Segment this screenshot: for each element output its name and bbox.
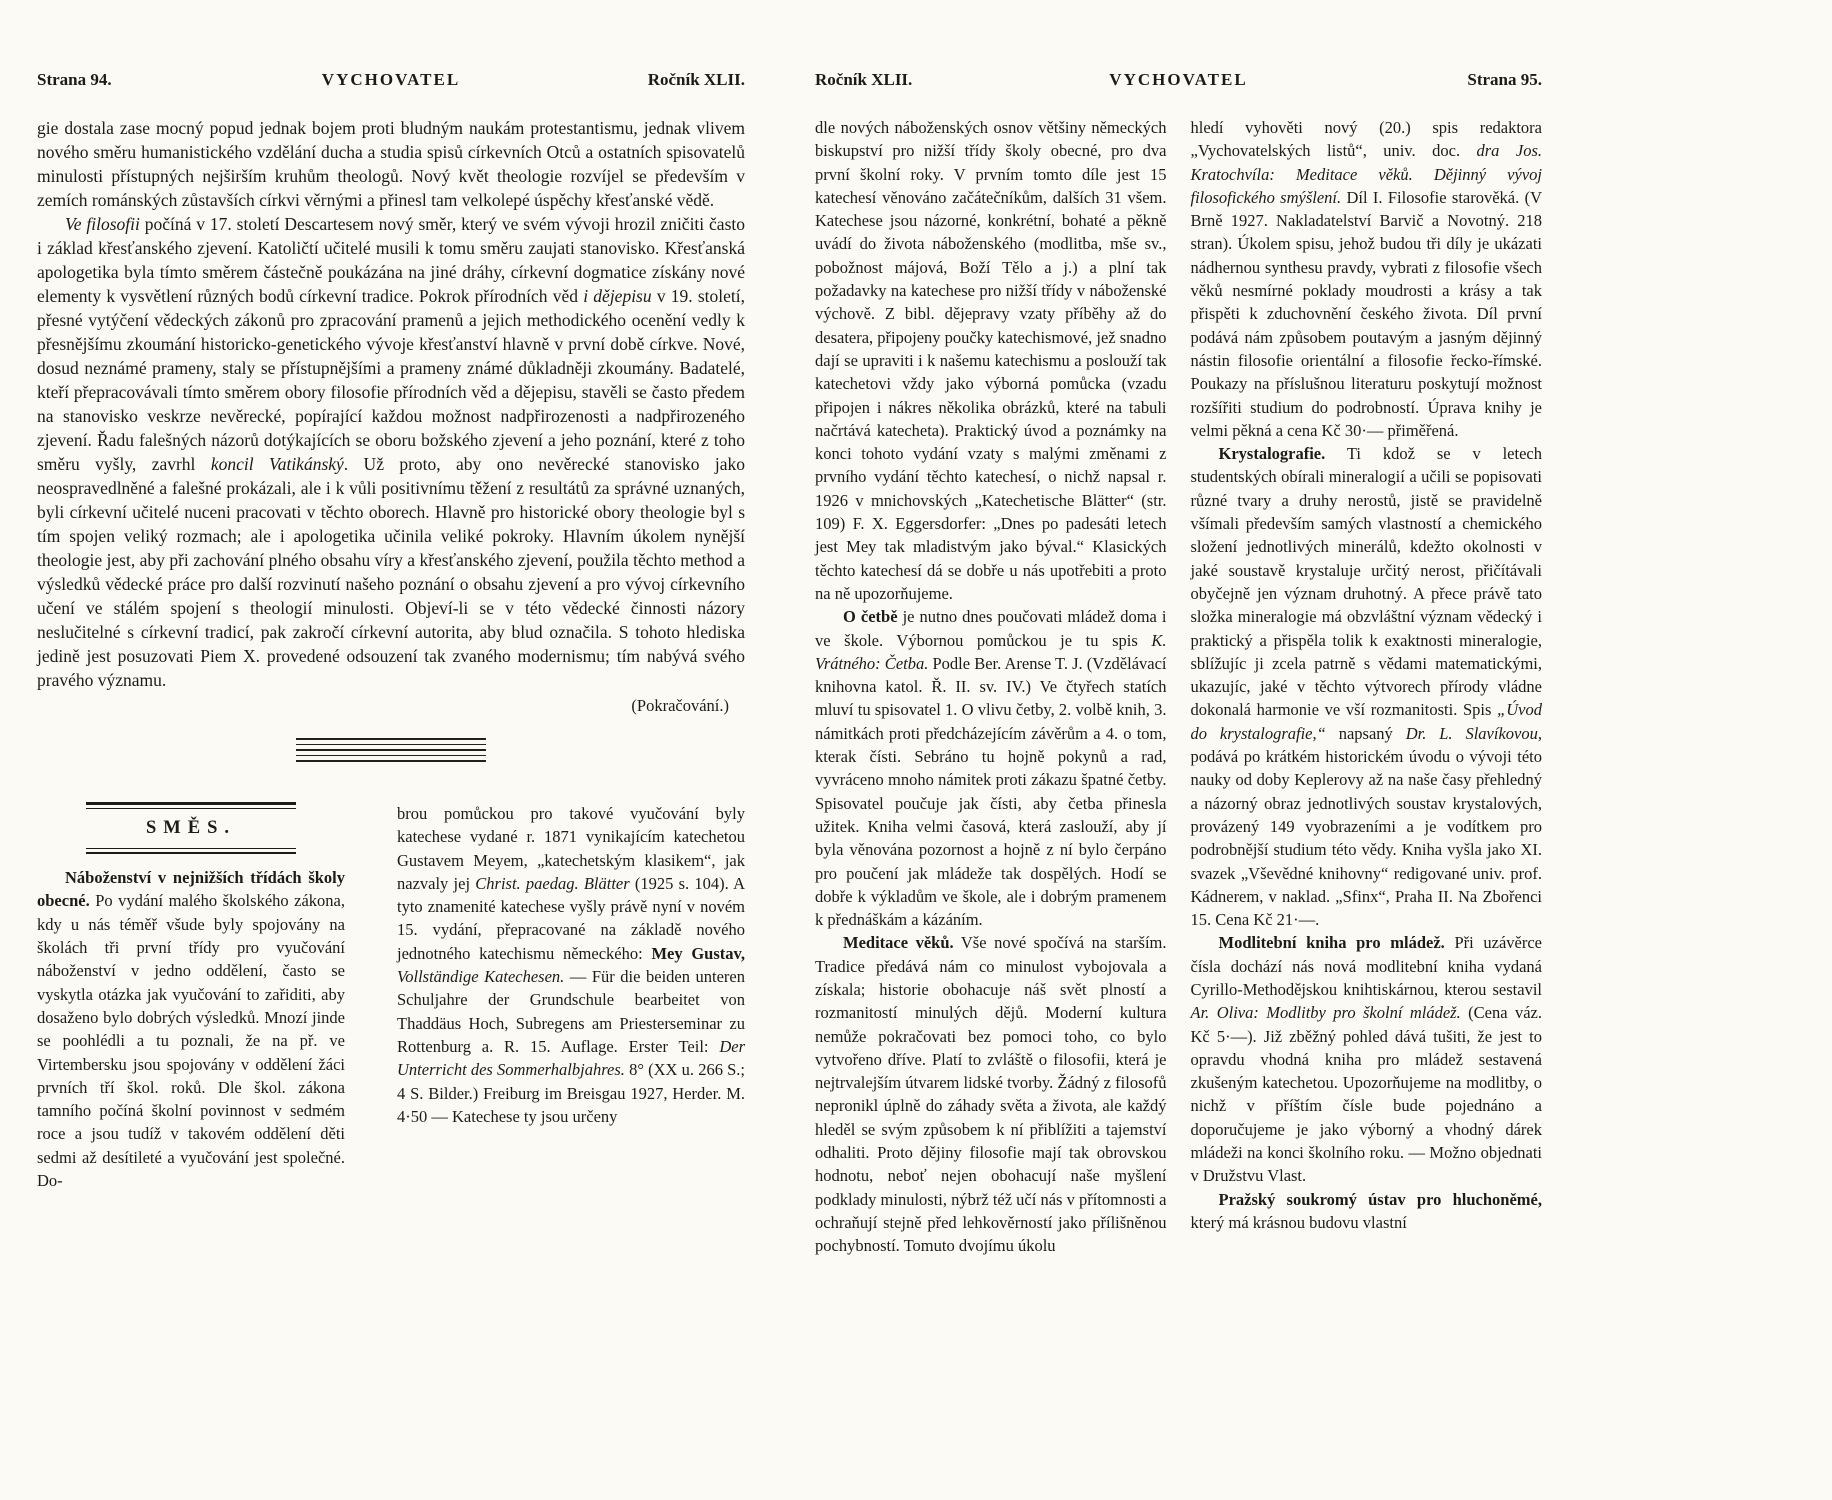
smes-left-column	[37, 802, 345, 1192]
article-paragraph: Meditace věků. Vše nové spočívá na starším. Tradice předává nám co minulost vybojovala a získala; historie obohacuje náš svět plností a rozmanitostí minulých dějů. Moderní kultura nemůže pokračovati bez pomoci toho, co bylo vytvořeno dříve. Platí to zvláště o filosofii, která je nejtrvalejším útvarem lidské tvorby. Žádný z filosofů nepronikl úplně do záhady světa a života, ale každý hleděl se svým způsobem k ní přiblížiti a tajemství odhaliti. Proto dějiny filosofie mají tak obrovskou hodnotu, neboť nejen obohacují naše myšlení podklady minulosti, nýbrž též učí nás v přítomnosti a ochraňují stejně před lehkověrností jako přílišněnou pochybností. Tomuto dvojímu úkolu	[815, 933, 1167, 1256]
smes-rule-top	[86, 802, 295, 809]
rule-line	[86, 808, 295, 809]
rule-line	[86, 802, 295, 805]
article-paragraph: Modlitební kniha pro mládež. Při uzávěrce čísla dochází nás nová modlitební kniha vydaná Cyrillo-Methodějskou knihtiskárnou, kterou sestavil Ar. Oliva: Modlitby pro školní mládež. (Cena váz. Kč 5·—). Již zběžný pohled dává tušiti, že jest to opravdu vhodná kniha pro mládež sestavená zkušeným katechetou. Upozorňujeme na modlitby, o nichž v příštím čísle bude pojednáno a doporučujeme je jako výborný a vhodný dárek mládeži na konci školního roku. — Možno objednati v Družstvu Vlast.	[1190, 933, 1542, 1186]
smes-heading-block	[37, 802, 345, 854]
page-95-right-column	[1191, 116, 1543, 1234]
rule-line	[86, 852, 295, 855]
page-94	[37, 70, 745, 1192]
page-95	[815, 70, 1542, 1258]
smes-rule-bottom	[86, 848, 295, 855]
smes-article	[37, 866, 345, 1192]
page-number-label: Strana 94.	[37, 70, 112, 89]
journal-title: VYCHOVATEL	[1109, 70, 1248, 89]
article-paragraph: O četbě je nutno dnes poučovati mládež doma i ve škole. Výbornou pomůckou je tu spis K. Vrátného: Četba. Podle Ber. Arense T. J. (Vzdělávací knihovna katol. Ř. II. sv. IV.) Ve čtyřech statích mluví tu spisovatel 1. O vlivu četby, 2. volbě knih, 3. námitkách proti předcházejícím závěrům a 4. o tom, kterak čísti. Sebráno tu hojně pokynů a rad, vyvráceno mnoho námitek proti zákazu špatné četby. Spisovatel poučuje jak čísti, aby četba přinesla užitek. Kniha velmi časová, která zaslouží, aby jí byla věnována pozornost a hojně z ní bylo čerpáno pro poučení jak mládeže tak dospělých. Hodí se dobře k výkladům ve škole, ale i dobrým pramenem k přednáškám a kázáním.	[815, 607, 1167, 930]
article-paragraph: brou pomůckou pro takové vyučování byly katechese vydané r. 1871 vynikajícím katechetou Gustavem Meyem, „katechetským klasikem“, jak nazvaly jej Christ. paedag. Blätter (1925 s. 104). A tyto znamenité katechese vyšly právě nyní v novém 15. vydání, přepracované na základě nového jednotného katechismu německého: Mey Gustav, Vollständige Katechesen. — Für die beiden unteren Schuljahre der Grundschule bearbeitet von Thaddäus Hoch, Subregens am Priesterseminar zu Rottenburg a. R. 15. Auflage. Erster Teil: Der Unterricht des Sommerhalbjahres. 8° (XX u. 266 S.; 4 S. Bilder.) Freiburg im Breisgau 1927, Herder. M. 4·50 — Katechese ty jsou určeny	[397, 803, 746, 1126]
section-divider	[296, 738, 486, 762]
page-94-header	[37, 70, 745, 90]
smes-section	[37, 802, 745, 1192]
article-paragraph: Krystalografie. Ti kdož se v letech studentských obírali mineralogií a učili se popisovati různé tvary a druhy nerostů, jistě se pravidelně všímali především samých vlastností a chemického složení jednotlivých minerálů, kdežto okolnosti v jaké soustavě krystaluje určitý nerost, přičítávali obyčejně jen význam druhotný. A přece právě tato složka mineralogie má obzvláštní význam vědecký i praktický a přispěla tolik k exaktnosti mineralogie, sblížujíc ji zcela patrně s vědami matematickými, ukazujíc, jaké v těchto výtvorech přírody vládne dokonalá harmonie ve vší rozmanitosti. Spis „Úvod do krystalografie,“ napsaný Dr. L. Slavíkovou, podává po krátkém historickém úvodu o vývoji této nauky od doby Keplerovy až na naše časy přehledný a názorný obraz jednotlivých soustav krystalových, provázený 149 vyobrazeními a je vodítkem pro podrobnější studium této vědy. Kniha vyšla jako XI. svazek „Vševědné knihovny“ redigované univ. prof. Kádnerem, v naklad. „Sfinx“, Praha II. Na Zbořenci 15. Cena Kč 21·—.	[1190, 444, 1542, 930]
article-paragraph: hledí vyhověti nový (20.) spis redaktora „Vychovatelských listů“, univ. doc. dra Jos. Kratochvíla: Meditace věků. Dějinný vývoj filosofického smýšlení. Díl I. Filosofie starověká. (V Brně 1927. Nakladatelství Barvič a Novotný. 218 stran). Úkolem spisu, jehož budou tři díly je ukázati nádhernou synthesu pravdy, vybrati z filosofie všech věků nesmírné poklady moudrosti a krásy a tak přispěti k zduchovnění českého života. Díl první podává nám způsobem poutavým a jasným dějinný nástin filosofie orientální a filosofie řecko-římské. Poukazy na příslušnou literaturu poskytují možnost rozšířiti studium do podrobností. Úprava knihy je velmi pěkná a cena Kč 30·— přiměřená.	[1190, 118, 1542, 440]
divider-line	[296, 744, 486, 746]
divider-line	[296, 760, 486, 762]
article-paragraph: Pražský soukromý ústav pro hluchoněmé, který má krásnou budovu vlastní	[1190, 1189, 1542, 1232]
page-95-columns	[815, 116, 1542, 1258]
divider-line	[296, 749, 486, 751]
article-paragraph: dle nových náboženských osnov většiny německých biskupství pro nižší třídy školy obecné, pro dva první školní roky. V prvním tomto díle jest 15 katechesí věnováno začátečníkům, dalších 31 všem. Katechese jsou názorné, konkrétní, bohaté a pěkně uvádí do života náboženského (modlitba, mše sv., pobožnost májová, Boží Tělo a j.) a plní tak požadavky na katechese pro nižší třídy v náboženské výchově. Z bibl. dějepravy vzaty příběhy až do desatera, připojeny poučky katechismové, jež snadno dají se upraviti i k našemu katechismu a poslouží tak katechetovi vždy jako výborná pomůcka (vzadu připojen i nákres několika obrázků, které na tabuli načrtává katecheta). Praktický úvod a poznámky na konci tohoto vydání vzaty s malými změnami z prvního vydání těchto katechesí, o nichž napsal r. 1926 v mnichovských „Katechetische Blätter“ (str. 109) F. X. Eggersdorfer: „Dnes po padesáti letech jest Mey tak mladistvým jako býval.“ Klasických těchto katechesí dá se dobře u nás upotřebiti a proto na ně upozorňujeme.	[815, 118, 1167, 603]
journal-title: VYCHOVATEL	[321, 70, 461, 89]
article-paragraph: Náboženství v nejnižších třídách školy obecné. Po vydání malého školského zákona, kdy u nás téměř všude byly spojovány na školách tři první třídy pro vyučování náboženství v jedno oddělení, často se vyskytla otázka jak vyučování to zařiditi, aby dosaženo bylo dobrých výsledků. Mnozí jinde se poohlédli a tu poznali, že na př. ve Virtembersku jsou spojovány v oddělení žáci prvních tří škol. roků. Dle škol. zákona tamního počíná školní povinnost v sedmém roce a jsou tudíž v takovém oddělení děti sedmi až desítileté a vyučování jest společné. Do-	[37, 868, 345, 1191]
rule-line	[86, 848, 295, 849]
continuation-note: (Pokračování.)	[631, 696, 729, 715]
main-article-body	[37, 116, 745, 718]
volume-label: Ročník XLII.	[815, 70, 913, 89]
divider-line	[296, 738, 486, 740]
smes-title: SMĚS.	[145, 817, 236, 838]
page-95-header	[815, 70, 1542, 90]
volume-label: Ročník XLII.	[647, 70, 745, 89]
page-number-label: Strana 95.	[1467, 70, 1542, 89]
article-paragraph: Ve filosofii počíná v 17. století Descartesem nový směr, který ve svém vývoji hrozil zničiti často i základ křesťanského zjevení. Katoličtí učitelé musili k tomu směru zaujati stanovisko. Křesťanská apologetika byla tímto směrem částečně poukázána na jiné dráhy, církevní dogmatice získány nové elementy k vysvětlení různých bodů církevní tradice. Pokrok přírodních věd i dějepisu v 19. století, přesné vytýčení vědeckých zákonů pro zpracování pramenů a jejich methodického ocenění vedly k přesnějšímu zkoumání historicko-genetického vývoje křesťanství hlavně v první době církve. Nové, dosud neznámé prameny, staly se přístupnějšími a prameny známé důkladněji zkoumány. Badatelé, kteří přepracovávali tímto směrem obory filosofie přírodních věd a dějepisu, stavěli se často předem na stanovisko veskrze nevěrecké, popírající každou možnost nadpřirozenosti a nadpřirozeného zjevení. Řadu falešných názorů dotýkajících se oboru božského zjevení a jeho poznání, které z toho směru vyšly, zavrhl koncil Vatikánský. Už proto, aby ono nevěrecké stanovisko jako neospravedlněné a falešné prokázali, ale i k vůli positivnímu těžení z resultátů za správné uznaných, byli církevní učitelé nuceni pracovati v těchto oborech. Hlavně pro historické obory theologie byl s tím spojen veliký rozmach; ale i apologetika učinila veliké pokroky. Hlavním úkolem nynější theologie jest, aby při zachování plného obsahu víry a křesťanského zjevení, použila těchto method a výsledků vědecké práce pro další rozvinutí našeho poznání o obsahu zjevení a pro vývoj církevního učení ve stálém spojení s theologií minulosti. Objeví-li se v této vědecké činnosti názory neslučitelné s církevní tradicí, pak zakročí církevní autorita, aby blud označila. S tohoto hlediska jedině jest posuzovati Piem X. provedené odsouzení tak zvaného modernismu; tím nabývá svého pravého významu.	[37, 214, 746, 690]
divider-line	[296, 755, 486, 757]
article-paragraph: gie dostala zase mocný popud jednak bojem proti bludným naukám protestantismu, jednak vlivem nového směru humanistického vzdělání ducha a studia spisů církevních Otců a ostatních spisovatelů minulosti přístupných nejširším kruhům theologů. Nový květ theologie rozvíjel se především v zemích románských zůstavších církvi věrnými a přinesl tam velkolepé úspěchy křesťanské vědě.	[37, 118, 745, 210]
smes-right-column	[397, 802, 745, 1128]
page-95-left-column	[815, 116, 1167, 1258]
